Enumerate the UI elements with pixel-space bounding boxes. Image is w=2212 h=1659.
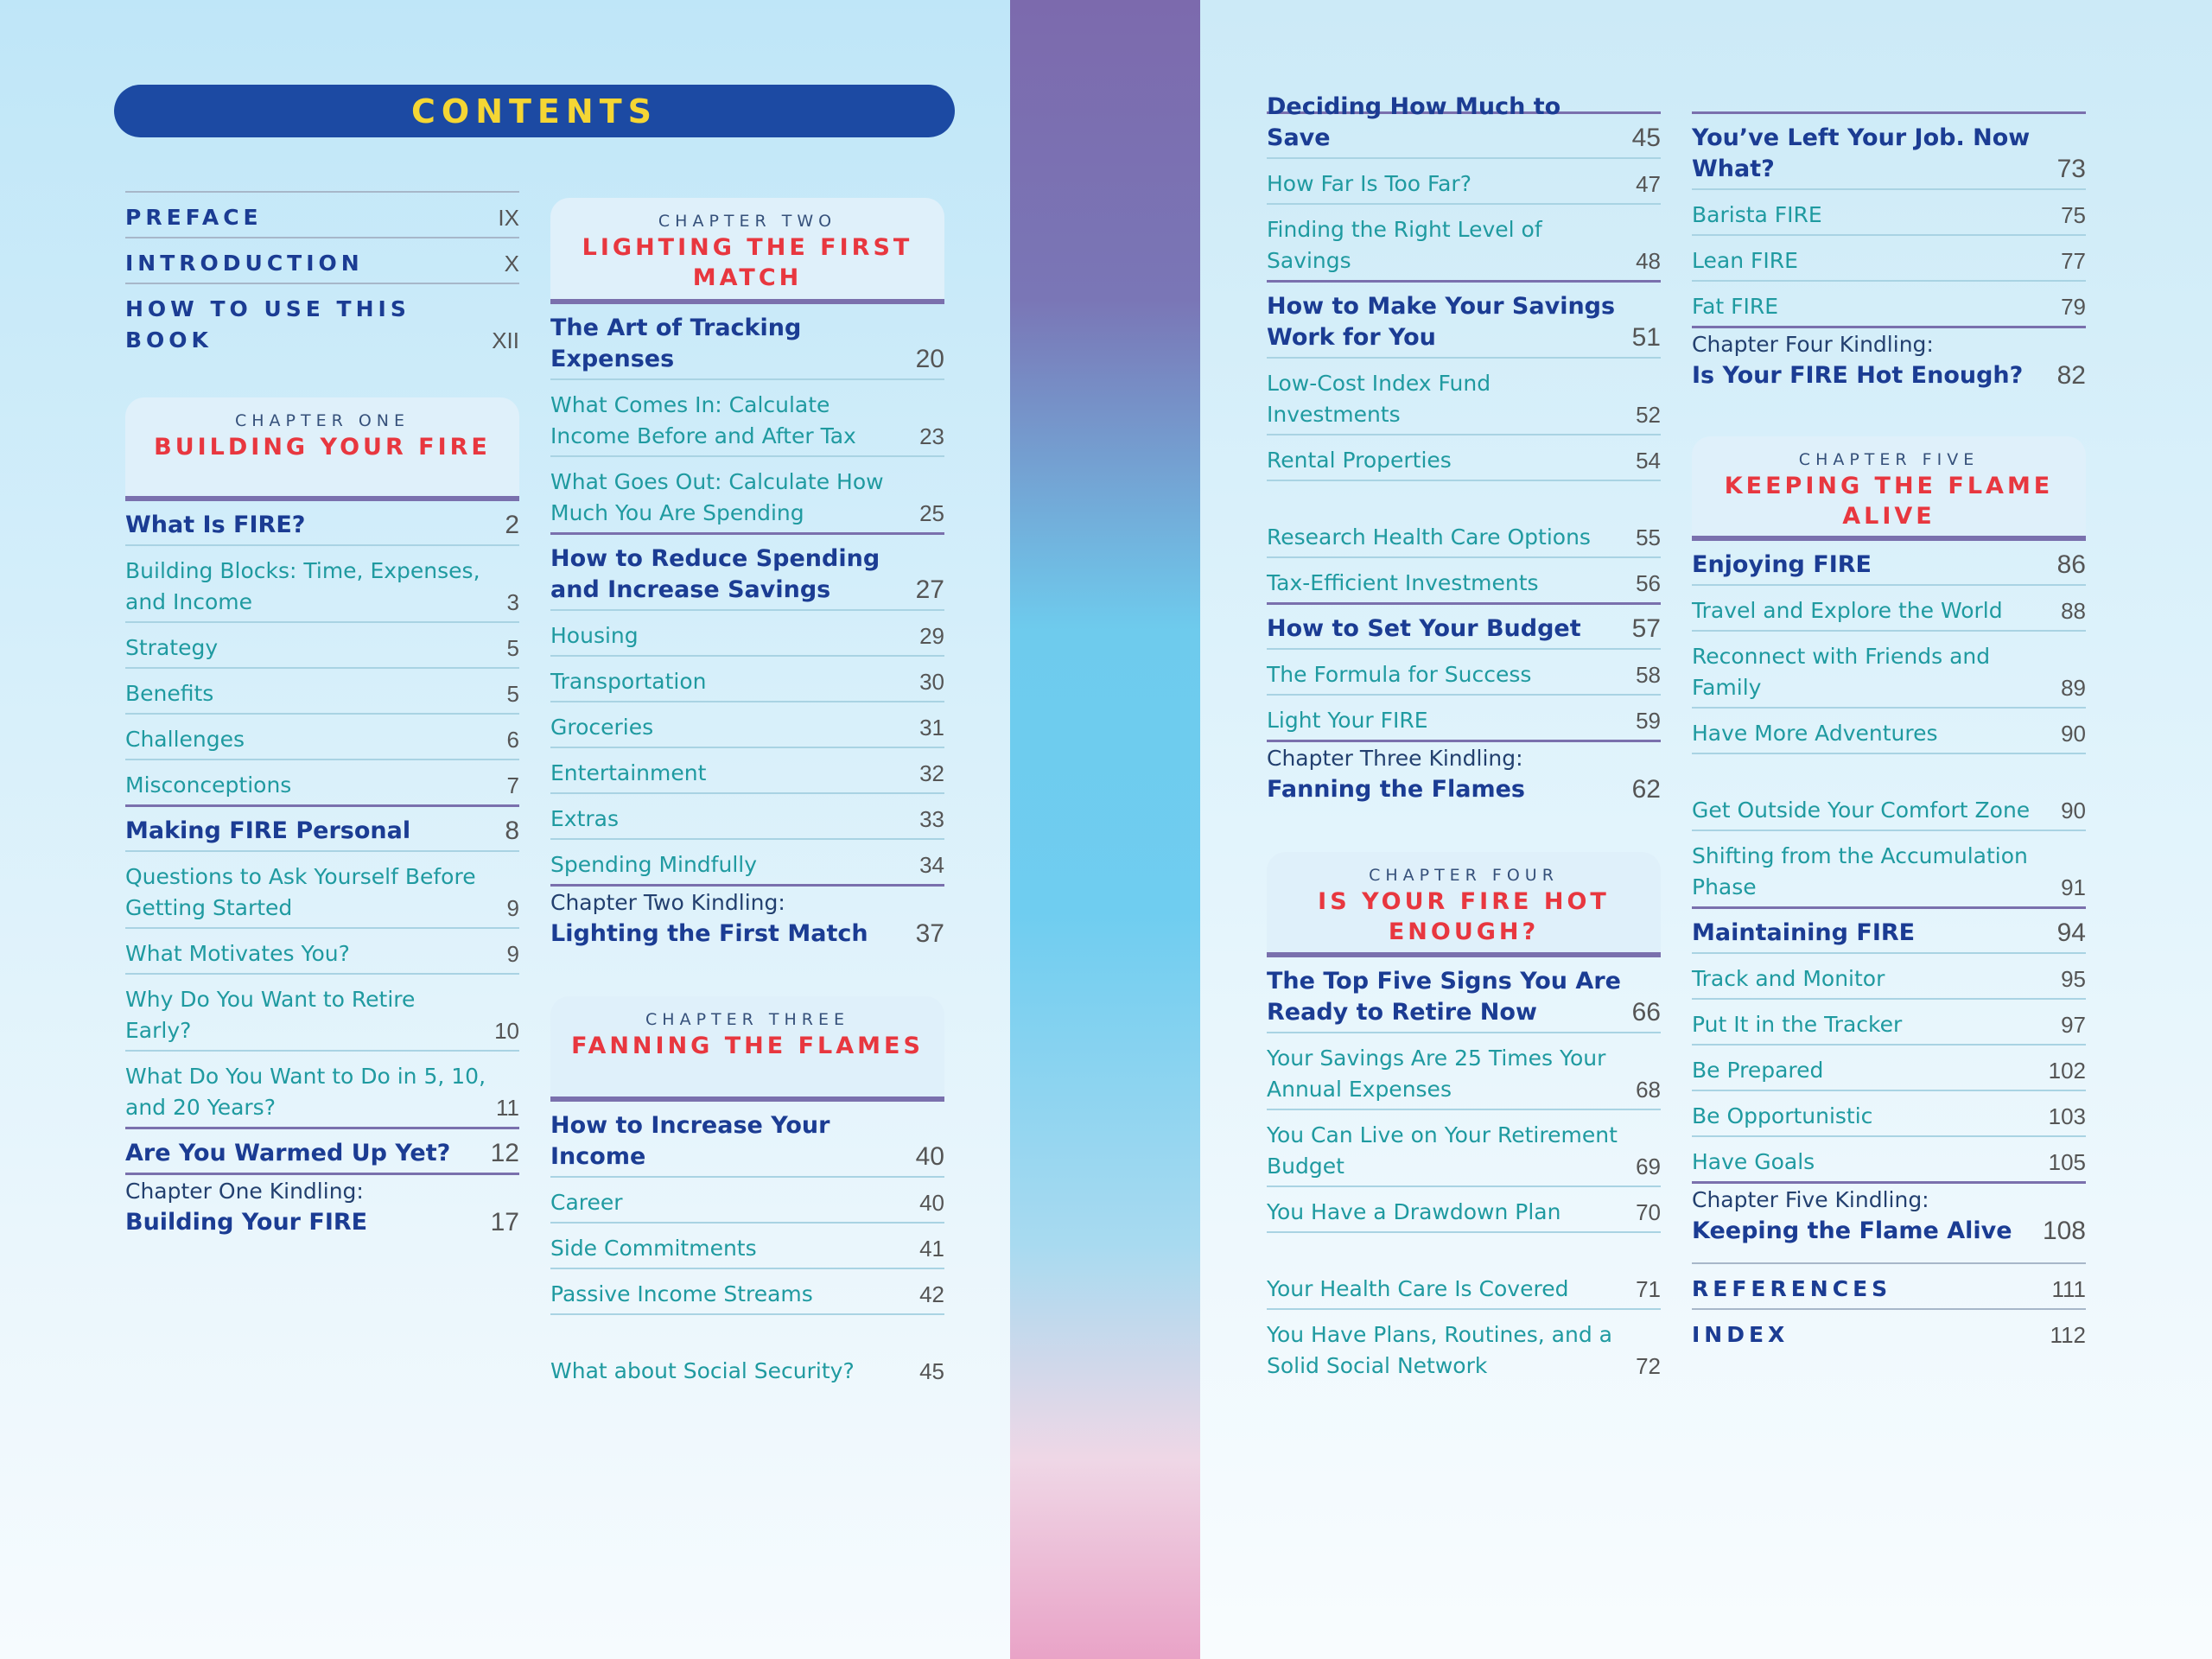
toc-entry[interactable] (125, 667, 519, 713)
kindling-name: Is Your FIRE Hot Enough? (1692, 362, 2024, 389)
toc-entry[interactable] (1692, 280, 2086, 326)
entry-title: What Comes In: Calculate Income Before and After Tax (550, 392, 856, 448)
chapter-number: CHAPTER TWO (658, 212, 837, 231)
entry-title: Low-Cost Index Fund Investments (1267, 371, 1491, 427)
chapter-title: LIGHTING THE FIRST MATCH (582, 234, 913, 291)
entry-page-number: 111 (2051, 1276, 2086, 1302)
toc-column-2 (550, 198, 944, 1390)
entry-page-number: 90 (2061, 798, 2086, 823)
entry-page-number: IX (498, 205, 519, 231)
toc-entry[interactable] (550, 655, 944, 701)
toc-entry[interactable] (1267, 694, 1661, 740)
entry-title: Be Opportunistic (1692, 1103, 1873, 1128)
entry-page-number: 77 (2061, 248, 2086, 274)
entry-page-number: 105 (2048, 1149, 2086, 1175)
contents-banner (114, 85, 955, 137)
entry-page-number: 5 (506, 681, 519, 707)
toc-entry[interactable] (125, 544, 519, 621)
entry-page-number: 89 (2061, 675, 2086, 701)
entry-page-number: 27 (915, 575, 944, 604)
entry-title: INTRODUCTION (125, 251, 364, 276)
toc-entry[interactable] (1692, 630, 2086, 707)
entry-title: REFERENCES (1692, 1276, 1892, 1301)
entry-title: Tax-Efficient Investments (1267, 570, 1539, 595)
entry-page-number: 94 (2056, 918, 2086, 947)
entry-title: Put It in the Tracker (1692, 1012, 1903, 1037)
entry-title: Be Prepared (1692, 1058, 1824, 1083)
entry-title: Benefits (125, 681, 214, 706)
entry-title: Have More Adventures (1692, 721, 1938, 746)
toc-section-heading[interactable] (550, 302, 944, 378)
toc-entry[interactable] (550, 701, 944, 747)
toc-entry[interactable] (1692, 188, 2086, 234)
entry-title: Track and Monitor (1692, 966, 1885, 991)
chapter-title: BUILDING YOUR FIRE (154, 434, 491, 461)
toc-entry[interactable] (1692, 707, 2086, 753)
chapter-number: CHAPTER FOUR (1369, 866, 1559, 885)
entry-page-number: 23 (919, 423, 944, 449)
toc-entry[interactable] (1267, 434, 1661, 480)
entry-page-number: 41 (919, 1236, 944, 1262)
entry-page-number: 9 (506, 941, 519, 967)
entry-page-number: 33 (919, 806, 944, 832)
entry-page-number: 30 (919, 669, 944, 695)
entry-title: Challenges (125, 727, 245, 752)
chapter-header (1692, 436, 2086, 538)
entry-title: Barista FIRE (1692, 202, 1822, 227)
toc-entry[interactable] (1267, 1185, 1661, 1231)
kindling-title (1267, 743, 1525, 805)
kindling-title (550, 887, 868, 950)
toc-entry[interactable] (125, 621, 519, 667)
chapter-kindling[interactable] (1692, 1181, 2086, 1250)
kindling-name: Lighting the First Match (550, 920, 868, 947)
toc-section-heading[interactable] (550, 1099, 944, 1176)
entry-page-number: 58 (1636, 662, 1661, 688)
entry-page-number: 11 (496, 1095, 519, 1121)
entry-page-number: 45 (919, 1358, 944, 1384)
entry-title: How to Reduce Spending and Increase Savings (550, 545, 880, 603)
entry-title: INDEX (1692, 1322, 1789, 1347)
entry-title: Groceries (550, 715, 654, 740)
toc-entry[interactable] (1267, 1032, 1661, 1109)
toc-column-4 (1692, 111, 2086, 1354)
toc-entry[interactable] (1267, 203, 1661, 280)
entry-page-number: 72 (1636, 1353, 1661, 1379)
toc-entry[interactable] (1267, 157, 1661, 203)
chapter-header (550, 198, 944, 302)
toc-column-1 (125, 191, 519, 1242)
kindling-label: Chapter Three Kindling: (1267, 746, 1523, 771)
entry-title: How to Increase Your Income (550, 1112, 830, 1170)
toc-entry[interactable] (1692, 234, 2086, 280)
toc-entry[interactable] (550, 1176, 944, 1222)
entry-page-number: 68 (1636, 1077, 1661, 1103)
entry-page-number: 40 (915, 1142, 944, 1171)
toc-entry[interactable] (550, 455, 944, 532)
chapter-kindling[interactable] (1692, 326, 2086, 395)
toc-entry[interactable] (1692, 952, 2086, 998)
toc-entry[interactable] (125, 713, 519, 759)
chapter-kindling[interactable] (1267, 740, 1661, 809)
entry-title: Research Health Care Options (1267, 524, 1591, 550)
front-matter-entry[interactable] (125, 283, 519, 359)
entry-page-number: 71 (1636, 1276, 1661, 1302)
toc-entry[interactable] (1267, 1231, 1661, 1308)
entry-page-number: 97 (2061, 1012, 2086, 1038)
entry-page-number: 9 (506, 895, 519, 921)
entry-page-number: 103 (2048, 1103, 2086, 1129)
toc-entry[interactable] (1267, 480, 1661, 556)
entry-title: What about Social Security? (550, 1358, 855, 1383)
entry-title: Have Goals (1692, 1149, 1815, 1174)
entry-page-number: 75 (2061, 202, 2086, 228)
entry-page-number: 31 (919, 715, 944, 741)
kindling-name: Building Your FIRE (125, 1209, 368, 1236)
kindling-label: Chapter One Kindling: (125, 1179, 364, 1204)
chapter-title: KEEPING THE FLAME ALIVE (1724, 473, 2054, 530)
chapter-header (1267, 852, 1661, 955)
entry-page-number: 45 (1631, 124, 1661, 152)
toc-entry[interactable] (1267, 357, 1661, 434)
kindling-title (1692, 329, 2023, 391)
entry-title: Questions to Ask Yourself Before Getting Started (125, 864, 476, 920)
toc-entry[interactable] (1692, 753, 2086, 830)
entry-page-number: 88 (2061, 598, 2086, 624)
toc-section-heading[interactable] (125, 804, 519, 850)
entry-page-number: 2 (505, 511, 519, 539)
toc-column-3 (1267, 93, 1661, 1385)
kindling-name: Keeping the Flame Alive (1692, 1217, 2012, 1244)
entry-title: Strategy (125, 635, 219, 660)
entry-page-number: 7 (506, 772, 519, 798)
entry-page-number: 51 (1631, 323, 1661, 352)
entry-title: You Can Live on Your Retirement Budget (1267, 1122, 1618, 1179)
toc-entry[interactable] (125, 759, 519, 804)
entry-title: Reconnect with Friends and Family (1692, 644, 1991, 700)
entry-page-number: 52 (1636, 402, 1661, 428)
entry-page-number: 10 (494, 1018, 519, 1044)
kindling-title (125, 1176, 367, 1238)
toc-entry[interactable] (125, 1050, 519, 1127)
entry-page-number: 79 (2061, 294, 2086, 320)
toc-section-heading[interactable] (1267, 955, 1661, 1032)
chapter-header (550, 996, 944, 1099)
entry-page-number: 34 (919, 852, 944, 878)
entry-title: The Art of Tracking Expenses (550, 315, 802, 372)
chapter-number: CHAPTER THREE (645, 1010, 849, 1029)
entry-title: Making FIRE Personal (125, 817, 411, 844)
toc-section-heading[interactable] (1692, 538, 2086, 584)
entry-title: What Motivates You? (125, 941, 350, 966)
toc-entry[interactable] (1692, 830, 2086, 906)
entry-title: Passive Income Streams (550, 1281, 813, 1306)
entry-page-number: 86 (2056, 550, 2086, 579)
toc-section-heading[interactable] (1267, 280, 1661, 357)
entry-title: You Have a Drawdown Plan (1267, 1199, 1561, 1224)
entry-page-number: 91 (2061, 874, 2086, 900)
entry-title: You Have Plans, Routines, and a Solid Social Network (1267, 1322, 1612, 1378)
entry-title: What Goes Out: Calculate How Much You Are Spending (550, 469, 884, 525)
entry-page-number: 48 (1636, 248, 1661, 274)
entry-page-number: 3 (506, 589, 519, 615)
entry-title: Transportation (550, 669, 707, 694)
toc-entry[interactable] (550, 747, 944, 792)
chapter-title: IS YOUR FIRE HOT ENOUGH? (1318, 888, 1610, 945)
entry-page-number: 59 (1636, 708, 1661, 734)
toc-entry[interactable] (550, 1222, 944, 1268)
toc-entry[interactable] (550, 1268, 944, 1313)
chapter-kindling[interactable] (125, 1173, 519, 1242)
entry-page-number: XII (492, 327, 519, 353)
entry-page-number: 37 (915, 919, 944, 948)
entry-title: HOW TO USE THIS BOOK (125, 296, 410, 353)
entry-page-number: 17 (490, 1208, 519, 1236)
entry-page-number: 82 (2056, 361, 2086, 390)
toc-section-heading[interactable] (550, 532, 944, 609)
entry-title: Building Blocks: Time, Expenses, and Income (125, 558, 480, 614)
entry-page-number: 70 (1636, 1199, 1661, 1225)
toc-section-heading[interactable] (1267, 602, 1661, 648)
entry-title: PREFACE (125, 205, 263, 230)
book-spine (1010, 0, 1200, 1659)
entry-page-number: 108 (2042, 1217, 2086, 1245)
entry-title: Your Health Care Is Covered (1267, 1276, 1569, 1301)
entry-page-number: 56 (1636, 570, 1661, 596)
entry-title: Maintaining FIRE (1692, 919, 1916, 946)
entry-title: Side Commitments (550, 1236, 757, 1261)
entry-page-number: 8 (505, 817, 519, 845)
entry-page-number: 102 (2048, 1058, 2086, 1084)
entry-page-number: 69 (1636, 1154, 1661, 1179)
toc-entry[interactable] (550, 378, 944, 455)
toc-section-heading[interactable] (125, 1127, 519, 1173)
entry-page-number: 12 (490, 1139, 519, 1167)
entry-title: Rental Properties (1267, 448, 1452, 473)
entry-page-number: 25 (919, 500, 944, 526)
entry-title: How to Make Your Savings Work for You (1267, 293, 1616, 351)
entry-title: You’ve Left Your Job. Now What? (1692, 124, 2031, 182)
entry-title: Deciding How Much to Save (1267, 93, 1561, 151)
entry-title: Light Your FIRE (1267, 708, 1428, 733)
front-matter-entry[interactable] (1692, 1262, 2086, 1308)
toc-entry[interactable] (1267, 1308, 1661, 1385)
kindling-label: Chapter Two Kindling: (550, 890, 785, 915)
entry-page-number: 55 (1636, 524, 1661, 550)
entry-page-number: 29 (919, 623, 944, 649)
entry-page-number: 42 (919, 1281, 944, 1307)
entry-page-number: 54 (1636, 448, 1661, 474)
toc-entry[interactable] (1692, 1135, 2086, 1181)
entry-title: The Top Five Signs You Are Ready to Retire Now (1267, 968, 1621, 1026)
kindling-label: Chapter Four Kindling: (1692, 332, 1934, 357)
entry-page-number: 95 (2061, 966, 2086, 992)
entry-page-number: X (504, 251, 519, 276)
entry-title: How to Set Your Budget (1267, 615, 1581, 642)
entry-page-number: 6 (506, 727, 519, 753)
entry-title: Spending Mindfully (550, 852, 758, 877)
entry-page-number: 90 (2061, 721, 2086, 747)
entry-title: Misconceptions (125, 772, 292, 798)
toc-entry[interactable] (1267, 1109, 1661, 1185)
chapter-kindling[interactable] (550, 884, 944, 953)
entry-title: Entertainment (550, 760, 707, 785)
entry-page-number: 40 (919, 1190, 944, 1216)
toc-entry[interactable] (1692, 998, 2086, 1044)
toc-entry[interactable] (1692, 584, 2086, 630)
entry-title: Extras (550, 806, 620, 831)
toc-entry[interactable] (1267, 556, 1661, 602)
chapter-header (125, 397, 519, 499)
entry-page-number: 5 (506, 635, 519, 661)
entry-title: Are You Warmed Up Yet? (125, 1140, 451, 1166)
front-matter-entry[interactable] (125, 191, 519, 237)
entry-page-number: 32 (919, 760, 944, 786)
entry-page-number: 47 (1636, 171, 1661, 197)
contents-heading: CONTENTS (411, 92, 658, 130)
toc-entry[interactable] (1267, 648, 1661, 694)
toc-entry[interactable] (550, 609, 944, 655)
entry-title: Career (550, 1190, 623, 1215)
toc-section-heading[interactable] (1267, 93, 1661, 157)
toc-entry[interactable] (125, 850, 519, 927)
toc-entry[interactable] (550, 838, 944, 884)
entry-title: Fat FIRE (1692, 294, 1779, 319)
entry-title: Get Outside Your Comfort Zone (1692, 798, 2031, 823)
kindling-title (1692, 1185, 2012, 1247)
entry-title: What Do You Want to Do in 5, 10, and 20 Years? (125, 1064, 486, 1120)
entry-page-number: 57 (1631, 614, 1661, 643)
entry-title: Shifting from the Accumulation Phase (1692, 843, 2028, 899)
front-matter-entry[interactable] (1692, 1308, 2086, 1354)
toc-entry[interactable] (550, 1313, 944, 1390)
entry-page-number: 73 (2056, 155, 2086, 183)
toc-entry[interactable] (1692, 1090, 2086, 1135)
toc-entry[interactable] (1692, 1044, 2086, 1090)
entry-title: Housing (550, 623, 639, 648)
entry-page-number: 62 (1631, 775, 1661, 804)
back-matter (1692, 1262, 2086, 1354)
front-matter-entry[interactable] (125, 237, 519, 283)
entry-title: How Far Is Too Far? (1267, 171, 1471, 196)
entry-title: Travel and Explore the World (1692, 598, 2003, 623)
chapter-number: CHAPTER FIVE (1798, 450, 1980, 469)
entry-page-number: 66 (1631, 998, 1661, 1027)
entry-title: Finding the Right Level of Savings (1267, 217, 1542, 273)
chapter-title: FANNING THE FLAMES (571, 1033, 924, 1059)
toc-section-heading[interactable] (1692, 906, 2086, 952)
entry-title: The Formula for Success (1267, 662, 1532, 687)
entry-title: Your Savings Are 25 Times Your Annual Expenses (1267, 1046, 1606, 1102)
entry-page-number: 20 (915, 345, 944, 373)
toc-section-heading[interactable] (125, 499, 519, 544)
entry-title: Enjoying FIRE (1692, 551, 1872, 578)
entry-page-number: 112 (2050, 1322, 2086, 1348)
toc-section-heading[interactable] (1692, 111, 2086, 188)
kindling-name: Fanning the Flames (1267, 776, 1526, 803)
entry-title: Lean FIRE (1692, 248, 1798, 273)
toc-entry[interactable] (125, 973, 519, 1050)
entry-title: Why Do You Want to Retire Early? (125, 987, 416, 1043)
kindling-label: Chapter Five Kindling: (1692, 1187, 1929, 1212)
toc-entry[interactable] (125, 927, 519, 973)
entry-title: What Is FIRE? (125, 512, 306, 538)
chapter-number: CHAPTER ONE (234, 411, 410, 430)
toc-entry[interactable] (550, 792, 944, 838)
